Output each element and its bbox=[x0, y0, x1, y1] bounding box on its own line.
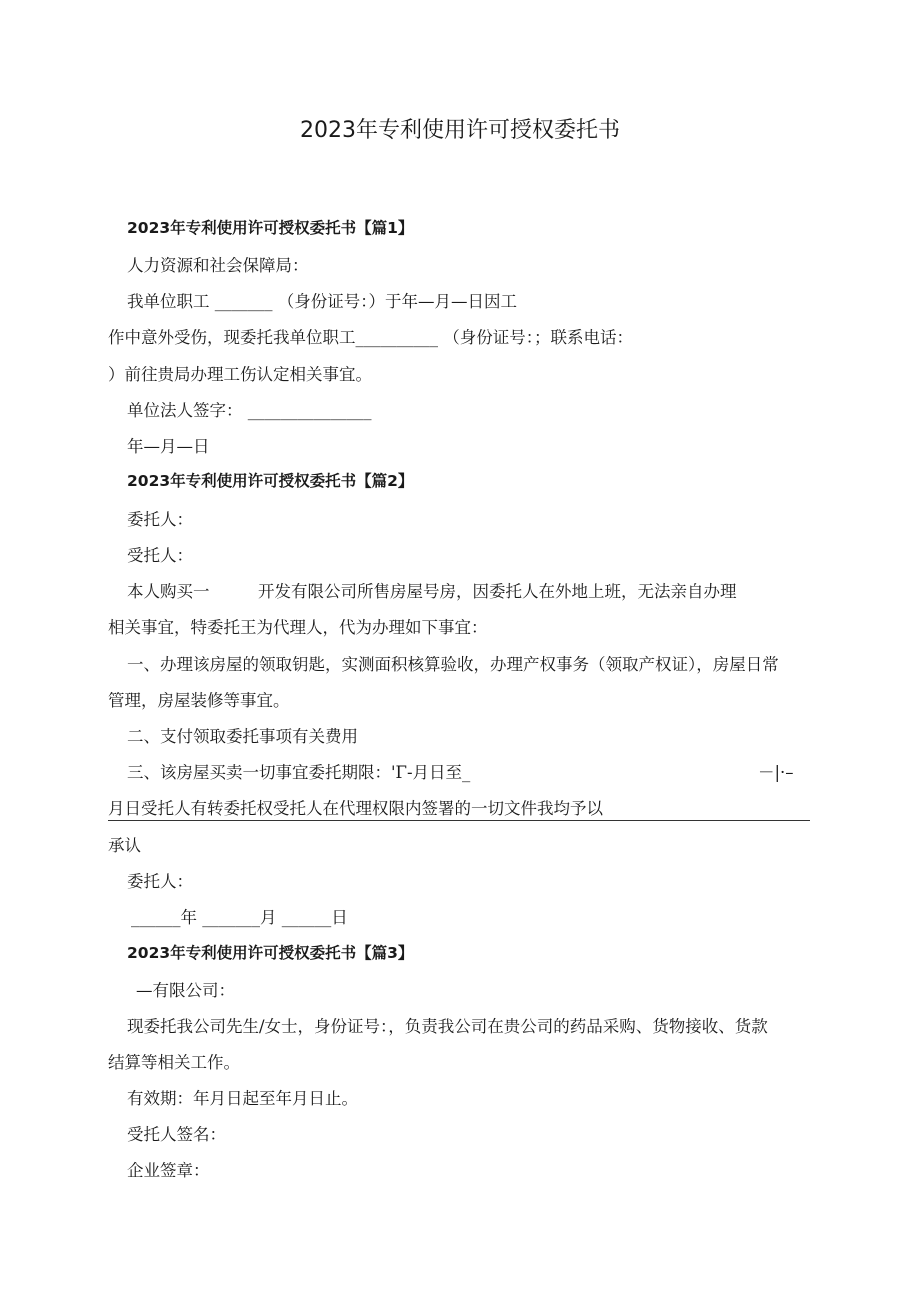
s3-body1: 现委托我公司先生/女士，身份证号：，负责我公司在贵公司的药品采购、货物接收、货款 bbox=[127, 1017, 768, 1036]
s2-body1b: 开发有限公司所售房屋号房，因委托人在外地上班，无法亲自办理 bbox=[258, 582, 737, 601]
s1-line3: ）前往贵局办理工伤认定相关事宜。 bbox=[108, 365, 372, 384]
s3-validity: 有效期：年月日起至年月日止。 bbox=[127, 1089, 358, 1108]
s2-body1a: 本人购买一 bbox=[127, 582, 210, 601]
s2-date: ______年 _______月 ______日 bbox=[131, 908, 348, 927]
section-2-heading: 2023年专利使用许可授权委托书【篇2】 bbox=[127, 472, 414, 490]
s2-item3c: 承认 bbox=[108, 836, 141, 855]
s2-item3b: 月日受托人有转委托权受托人在代理权限内签署的一切文件我均予以 bbox=[108, 799, 603, 818]
s1-sign: 单位法人签字： _______________ bbox=[127, 401, 372, 420]
underline-rule bbox=[108, 820, 810, 821]
section-3-heading: 2023年专利使用许可授权委托书【篇3】 bbox=[127, 944, 414, 962]
s2-item3: 三、该房屋买卖一切事宜委托期限：'Γ-月日至_ bbox=[127, 763, 471, 782]
s2-principal: 委托人： bbox=[127, 510, 193, 529]
s2-item3-right: －|·– bbox=[758, 763, 794, 782]
document-title: 2023年专利使用许可授权委托书 bbox=[300, 118, 620, 143]
s2-agent: 受托人： bbox=[127, 546, 193, 565]
s2-principal2: 委托人： bbox=[127, 872, 193, 891]
s2-item1b: 管理，房屋装修等事宜。 bbox=[108, 691, 290, 710]
s1-line1: 我单位职工 _______ （身份证号：）于年—月—日因工 bbox=[127, 292, 517, 311]
s2-body2: 相关事宜，特委托王为代理人，代为办理如下事宜： bbox=[108, 618, 488, 637]
s3-agent-sign: 受托人签名： bbox=[127, 1125, 226, 1144]
s1-addressee: 人力资源和社会保障局： bbox=[127, 256, 309, 275]
s3-body2: 结算等相关工作。 bbox=[108, 1053, 240, 1072]
s1-line2: 作中意外受伤，现委托我单位职工__________ （身份证号：；联系电话： bbox=[108, 328, 633, 347]
s2-item2: 二、支付领取委托事项有关费用 bbox=[127, 727, 358, 746]
s1-date: 年—月—日 bbox=[127, 437, 210, 456]
s2-item1a: 一、办理该房屋的领取钥匙，实测面积核算验收，办理产权事务（领取产权证），房屋日常 bbox=[127, 655, 779, 674]
s3-addressee: —有限公司： bbox=[136, 981, 235, 1000]
s3-seal: 企业签章： bbox=[127, 1161, 210, 1180]
section-1-heading: 2023年专利使用许可授权委托书【篇1】 bbox=[127, 219, 414, 237]
